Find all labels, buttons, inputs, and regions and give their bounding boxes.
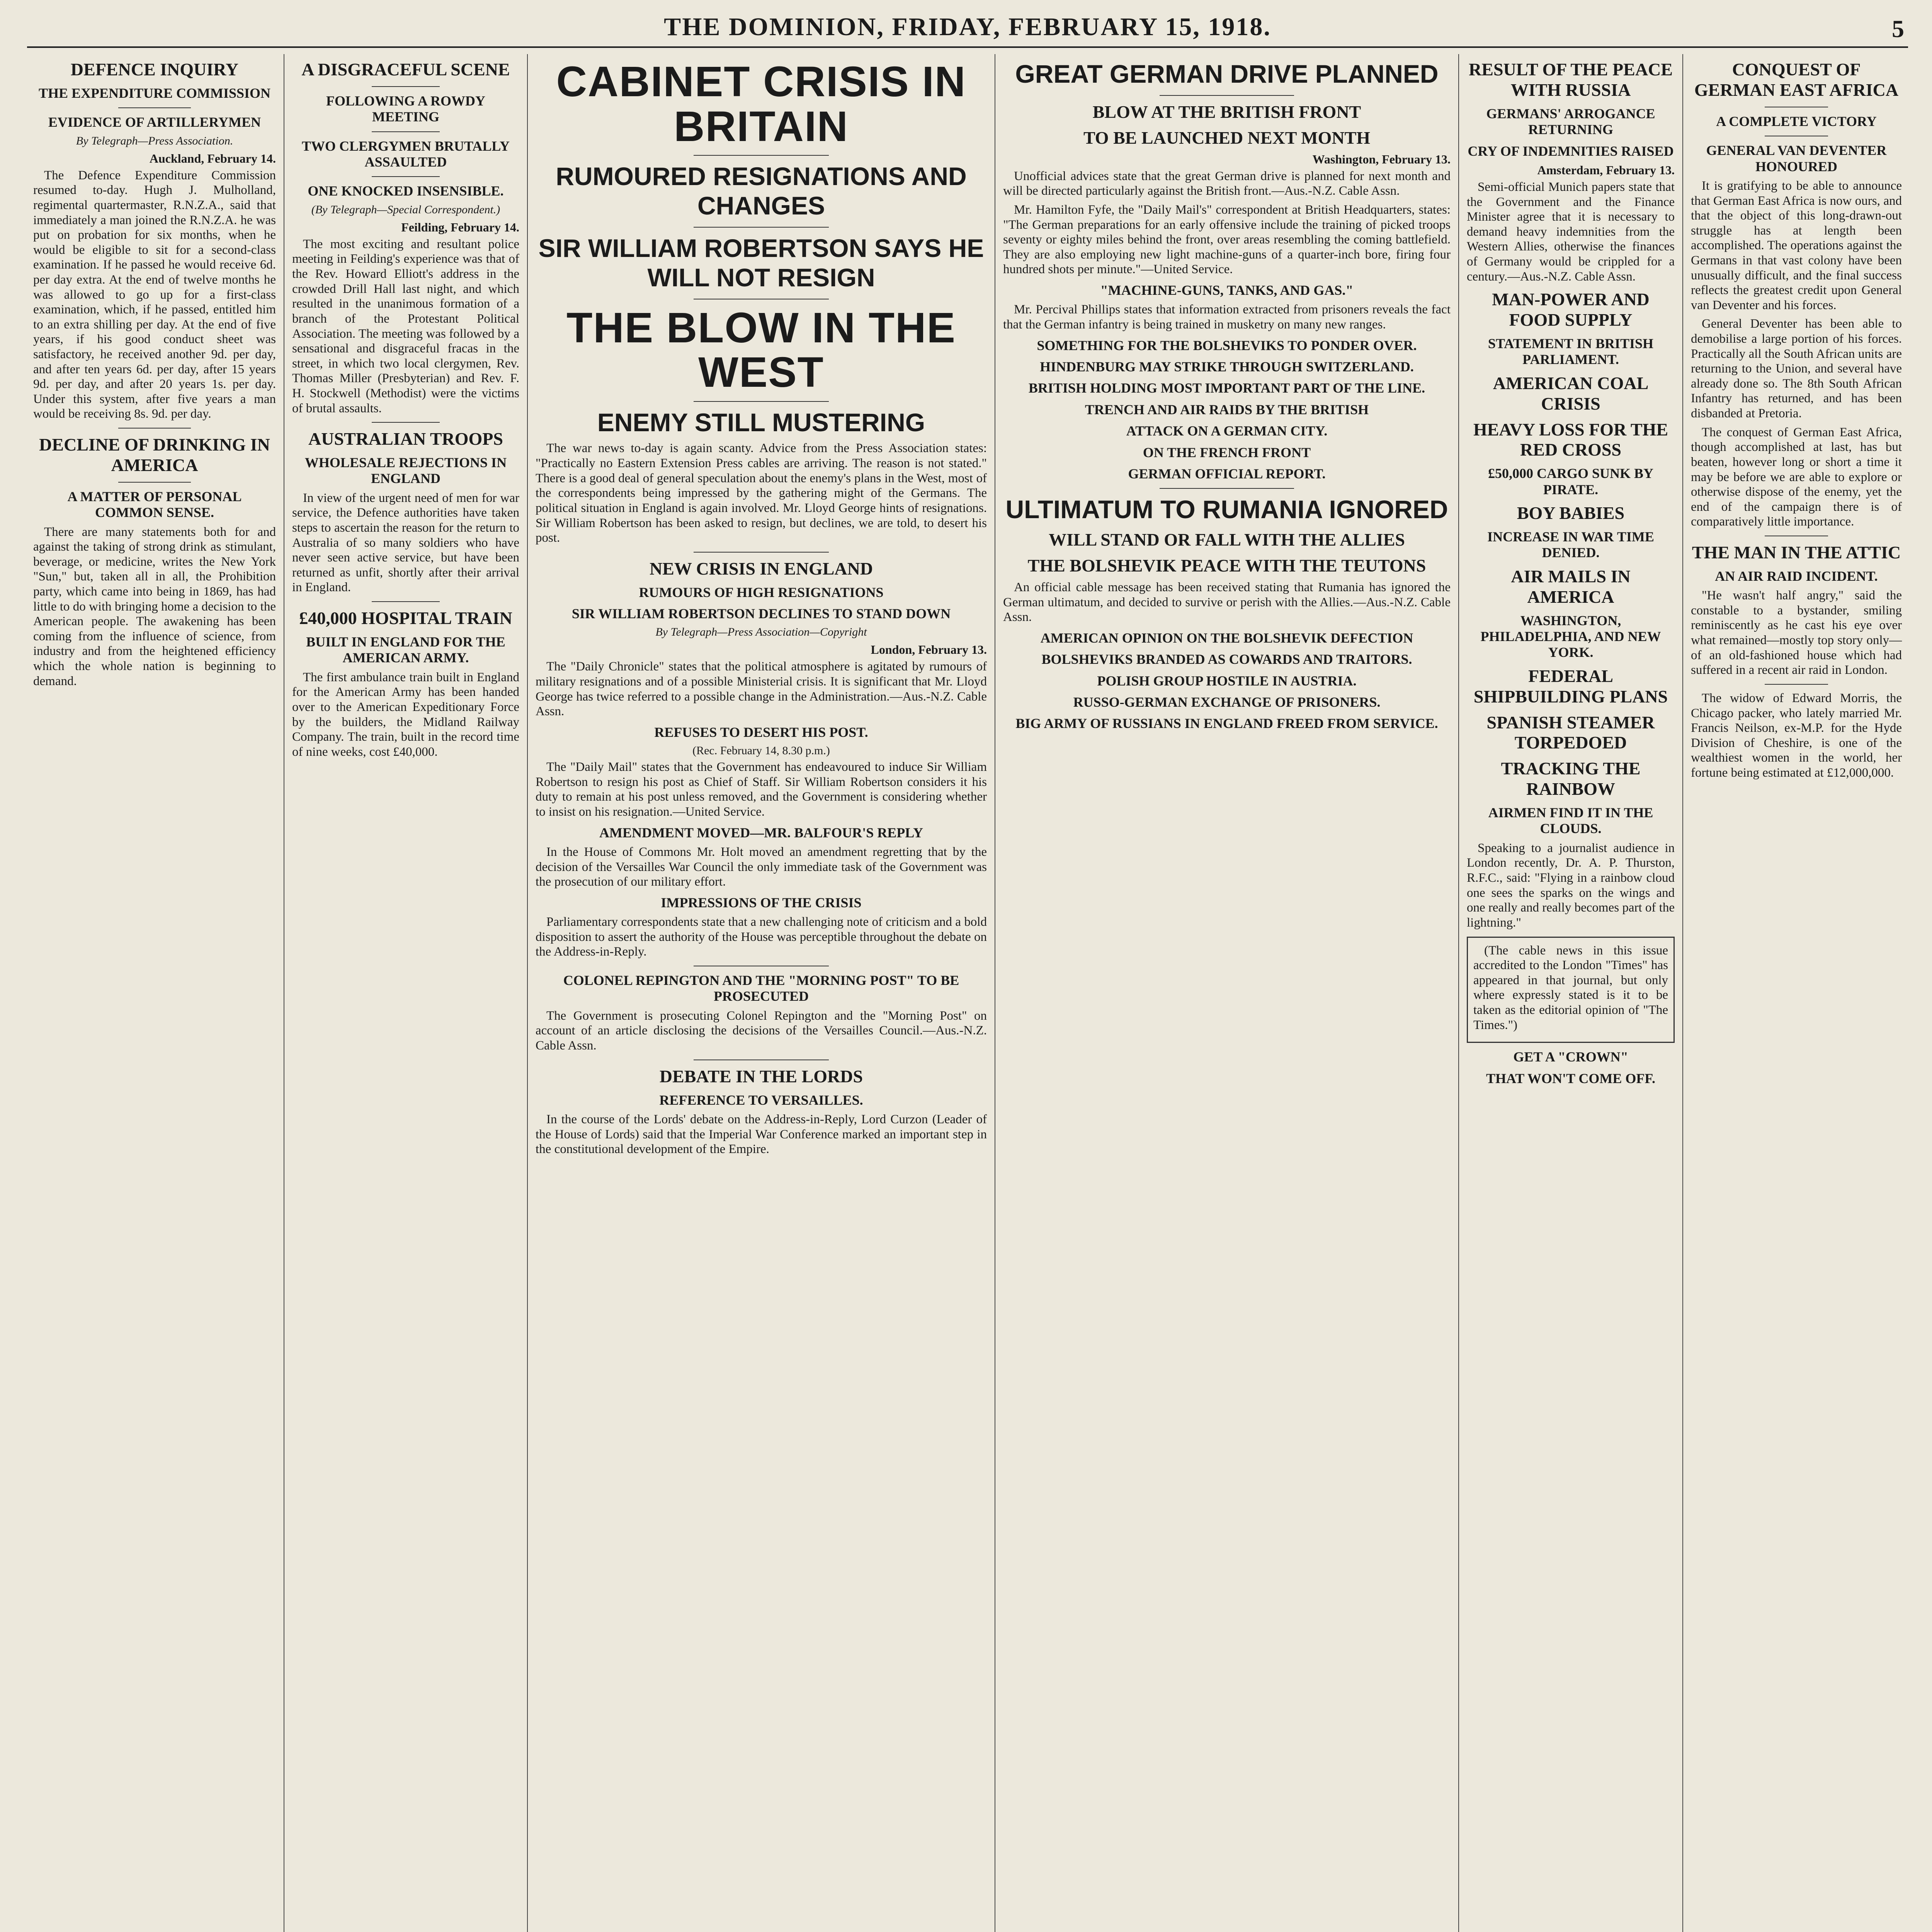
- headline: BOY BABIES: [1517, 503, 1625, 523]
- divider: [1160, 488, 1294, 489]
- headline: RESULT OF THE PEACE WITH RUSSIA: [1469, 60, 1673, 100]
- dateline: London, February 13.: [871, 643, 987, 657]
- subheadline: ON THE FRENCH FRONT: [1143, 444, 1311, 460]
- subheadline: BLOW AT THE BRITISH FRONT: [1092, 102, 1361, 122]
- article-text: Unofficial advices state that the great German drive is planned for next month and will be directed particularly against the British front.—Aus.-N.Z. Cable Assn.: [1003, 169, 1451, 198]
- article-text: It is gratifying to be able to announce that German East Africa is now ours, and that the object of this long-drawn-out struggle has at length been accomplished. The operations against the Germans in that vast colony have been unusually difficult, and the final success reflects the greatest credit upon General van Deventer and his forces.: [1691, 179, 1902, 312]
- dateline: Auckland, February 14.: [149, 151, 276, 165]
- divider: [372, 131, 440, 132]
- dateline: Feilding, February 14.: [401, 220, 519, 234]
- column-5: [1461, 54, 1681, 1932]
- column-1: [27, 54, 282, 1932]
- subheadline: HINDENBURG MAY STRIKE THROUGH SWITZERLAND.: [1040, 359, 1414, 374]
- article-text: The first ambulance train built in England for the American Army has been handed over to the American Expeditionary Force by the builders, the Midland Railway Company. The train, built in the record time of nine weeks, cost £40,000.: [292, 670, 519, 759]
- subheadline: THE BOLSHEVIK PEACE WITH THE TEUTONS: [1027, 556, 1426, 576]
- byline: By Telegraph—Press Association—Copyright: [655, 626, 867, 639]
- dateline: Washington, February 13.: [1312, 152, 1451, 166]
- divider: [118, 107, 191, 108]
- article-text: The conquest of German East Africa, though accomplished at last, has but beaten, however long or short a time it may be before we are able to explore or otherwise dispose of the enemy, yet the end of the campaign there is of comparatively little importance.: [1691, 425, 1902, 529]
- subheadline: £50,000 CARGO SUNK BY PIRATE.: [1488, 466, 1654, 497]
- subheadline: TWO CLERGYMEN BRUTALLY ASSAULTED: [301, 138, 510, 170]
- article-text: The Defence Expenditure Commission resumed to-day. Hugh J. Mulholland, regimental quartermaster, R.N.Z.A., said that immediately a man joined the R.N.Z.A. he was put on probation for six months, when he would be eligible to sit for a second-class examination. If he passed he would receive 6d. per day extra. At the end of twelve months he was allowed to go up for a first-class examination, which, if he passed, entitled him to an extra shilling per day. At the end of five years, if his good conduct sheet was satisfactory, he received another 9d. per day, and after ten years 6d. per day, after 15 years 9d. per day, and after 20 years 1s. per day. Under this system, after five years a man would be receiving 8s. 9d. per day.: [33, 168, 276, 421]
- subheadline: ATTACK ON A GERMAN CITY.: [1126, 423, 1328, 439]
- subheadline: IMPRESSIONS OF THE CRISIS: [661, 895, 862, 910]
- headline: SPANISH STEAMER TORPEDOED: [1486, 712, 1655, 753]
- subheadline: WASHINGTON, PHILADELPHIA, AND NEW YORK.: [1480, 612, 1661, 660]
- article-text: There are many statements both for and against the taking of strong drink as stimulant, beverage, or medicine, writes the New York "Sun," but, taken all in all, the Prohibition party, which came into being in 1869, has had little to do with bringing home a decision to the American people. The awakening has been coming from the influence of science, from industry and from the heightened efficiency which the whole nation is beginning to demand.: [33, 525, 276, 688]
- subheadline: BUILT IN ENGLAND FOR THE AMERICAN ARMY.: [306, 634, 505, 666]
- subheadline: ONE KNOCKED INSENSIBLE.: [308, 183, 504, 199]
- column-rule: [1682, 54, 1683, 1932]
- divider: [118, 428, 191, 429]
- headline: SIR WILLIAM ROBERTSON SAYS HE WILL NOT RESIGN: [538, 233, 984, 292]
- divider: [694, 552, 829, 553]
- subheadline: AIRMEN FIND IT IN THE CLOUDS.: [1488, 805, 1653, 837]
- headline: DECLINE OF DRINKING IN AMERICA: [39, 435, 270, 475]
- subheadline: CRY OF INDEMNITIES RAISED: [1468, 143, 1674, 159]
- headline: NEW CRISIS IN ENGLAND: [649, 558, 873, 578]
- divider: [372, 86, 440, 87]
- subheadline: GERMANS' ARROGANCE RETURNING: [1486, 105, 1655, 138]
- headline: MAN-POWER AND FOOD SUPPLY: [1492, 289, 1650, 330]
- headline: CONQUEST OF GERMAN EAST AFRICA: [1694, 60, 1899, 100]
- headline: DEBATE IN THE LORDS: [659, 1066, 863, 1086]
- headline: FEDERAL SHIPBUILDING PLANS: [1473, 666, 1668, 706]
- subheadline: A MATTER OF PERSONAL COMMON SENSE.: [67, 488, 242, 520]
- subheadline: WHOLESALE REJECTIONS IN ENGLAND: [304, 455, 507, 486]
- subheadline: TO BE LAUNCHED NEXT MONTH: [1083, 128, 1371, 148]
- article-text: An official cable message has been received stating that Rumania has ignored the German ultimatum, and decided to survive or perish with the Allies.—Aus.-N.Z. Cable Assn.: [1003, 580, 1451, 624]
- article-text: The "Daily Mail" states that the Government has endeavoured to induce Sir William Robertson to resign his post as Chief of Staff. Sir William Robertson considers it his duty to remain at his post unless removed, and the Government is considering whether to insist on his resignation.—United Service.: [536, 760, 987, 819]
- article-text: In the course of the Lords' debate on the Address-in-Reply, Lord Curzon (Leader of the House of Lords) said that the Imperial War Conference marked an important step in the constitutional development of the Empire.: [536, 1112, 987, 1156]
- subheadline: STATEMENT IN BRITISH PARLIAMENT.: [1488, 336, 1654, 367]
- subheadline: RUSSO-GERMAN EXCHANGE OF PRISONERS.: [1073, 694, 1381, 710]
- subheadline: SOMETHING FOR THE BOLSHEVIKS TO PONDER OVER.: [1037, 337, 1417, 353]
- article-text: The "Daily Chronicle" states that the political atmosphere is agitated by rumours of military resignations and of a possible Ministerial crisis. It is significant that Mr. Lloyd George has twice referred to a possible change in the Administration.—Aus.-N.Z. Cable Assn.: [536, 660, 987, 719]
- byline: By Telegraph—Press Association.: [76, 134, 233, 147]
- article-text: Speaking to a journalist audience in London recently, Dr. A. P. Thurston, R.F.C., said: "Flying in a rainbow cloud one sees the sparks on the wings and one really and really becomes part of the lightning.": [1467, 841, 1675, 930]
- article-text: The most exciting and resultant police meeting in Feilding's experience was that of the Rev. Howard Elliott's address in the crowded Drill Hall last night, and which resulted in the unanimous formation of a branch of the Protestant Political Association. The meeting was followed by a sensational and disgraceful fracas in the street, in which two local clergymen, Rev. Thomas Miller (Presbyterian) and Rev. F. H. Stockwell (Methodist) were the victims of brutal assaults.: [292, 237, 519, 415]
- subheadline: AMERICAN OPINION ON THE BOLSHEVIK DEFECTION: [1040, 630, 1413, 646]
- divider: [1160, 95, 1294, 96]
- column-2: [286, 54, 526, 1932]
- article-text: In view of the urgent need of men for war service, the Defence authorities have taken steps to ascertain the reason for the return to Australia of so many soldiers who have never seen active service, but have been returned as unfit, shortly after their arrival in England.: [292, 491, 519, 595]
- divider: [1765, 684, 1828, 685]
- divider: [694, 227, 829, 228]
- article-text: Mr. Percival Phillips states that information extracted from prisoners reveals the fact that the German infantry is being trained in musketry on many new ranges.: [1003, 303, 1451, 332]
- subheadline: GERMAN OFFICIAL REPORT.: [1128, 466, 1326, 481]
- headline: A DISGRACEFUL SCENE: [301, 60, 510, 79]
- headline: AMERICAN COAL CRISIS: [1493, 373, 1649, 413]
- headline: THE BLOW IN THE WEST: [566, 304, 956, 396]
- subheadline: REFUSES TO DESERT HIS POST.: [654, 724, 868, 740]
- subheadline: WILL STAND OR FALL WITH THE ALLIES: [1048, 530, 1405, 550]
- headline: HEAVY LOSS FOR THE RED CROSS: [1473, 419, 1668, 460]
- subheadline: RUMOURS OF HIGH RESIGNATIONS: [639, 584, 884, 600]
- divider: [372, 176, 440, 177]
- article-text: Semi-official Munich papers state that the Government and the Finance Minister agree that it is necessary to demand heavy indemnities from the Western Allies, otherwise the finances of Germany would be crippled for a century.—Aus.-N.Z. Cable Assn.: [1467, 180, 1675, 284]
- headline: ULTIMATUM TO RUMANIA IGNORED: [1005, 495, 1448, 524]
- column-4: [997, 54, 1457, 1932]
- subheadline: INCREASE IN WAR TIME DENIED.: [1487, 529, 1654, 561]
- subheadline: AMENDMENT MOVED—MR. BALFOUR'S REPLY: [599, 825, 923, 840]
- headline: RUMOURED RESIGNATIONS AND CHANGES: [556, 162, 967, 220]
- editorial-note-box: [1467, 937, 1675, 1043]
- subheadline: BIG ARMY OF RUSSIANS IN ENGLAND FREED FROM SERVICE.: [1015, 716, 1438, 731]
- headline: GREAT GERMAN DRIVE PLANNED: [1015, 60, 1439, 88]
- subheadline: THE EXPENDITURE COMMISSION: [38, 85, 271, 101]
- headline: £40,000 HOSPITAL TRAIN: [299, 608, 512, 628]
- subheadline: EVIDENCE OF ARTILLERYMEN: [48, 114, 261, 130]
- article-text: General Deventer has been able to demobilise a large portion of his forces. Practically all the South African units are returning to the Union, and several have already done so. The 8th South African Infantry has returned, and has been disbanded at Pretoria.: [1691, 317, 1902, 421]
- byline: (By Telegraph—Special Correspondent.): [311, 203, 500, 216]
- subheadline: REFERENCE TO VERSAILLES.: [659, 1092, 863, 1108]
- subheadline: SIR WILLIAM ROBERTSON DECLINES TO STAND DOWN: [571, 606, 951, 621]
- headline: AUSTRALIAN TROOPS: [308, 429, 503, 449]
- subheadline: BOLSHEVIKS BRANDED AS COWARDS AND TRAITORS.: [1041, 651, 1412, 667]
- subheadline: "MACHINE-GUNS, TANKS, AND GAS.": [1100, 282, 1354, 298]
- article-text: The Government is prosecuting Colonel Repington and the "Morning Post" on account of an article disclosing the decisions of the Versailles Council.—Aus.-N.Z. Cable Assn.: [536, 1009, 987, 1053]
- article-text: Mr. Hamilton Fyfe, the "Daily Mail's" correspondent at British Headquarters, states: "The German preparations for an early offensive include the training of picked troops seventy or eighty miles behind the front, over areas resembling the coming battlefield. They are also employing new light machine-guns of a quarter-inch bore, firing four hundred shots per minute."—United Service.: [1003, 202, 1451, 277]
- received-note: (Rec. February 14, 8.30 p.m.): [692, 744, 830, 757]
- subheadline: AN AIR RAID INCIDENT.: [1715, 568, 1878, 584]
- divider: [372, 422, 440, 423]
- editorial-note: (The cable news in this issue accredited to the London "Times" has appeared in that journal, but only where expressly stated is it to be taken as the editorial opinion of "The Times."): [1473, 943, 1668, 1032]
- column-rule: [1458, 54, 1459, 1932]
- subheadline: GET A "CROWN": [1513, 1049, 1628, 1065]
- subheadline: POLISH GROUP HOSTILE IN AUSTRIA.: [1097, 673, 1357, 689]
- divider: [118, 482, 191, 483]
- article-text: "He wasn't half angry," said the constable to a bystander, smiling reminiscently as he cast his eye over what remained—mostly top story only—of an old-fashioned house which had suffered in a recent air raid in London.: [1691, 588, 1902, 677]
- subheadline: COLONEL REPINGTON AND THE "MORNING POST" TO BE PROSECUTED: [563, 973, 959, 1004]
- divider: [372, 601, 440, 602]
- column-3: [529, 54, 993, 1932]
- subheadline: GENERAL VAN DEVENTER HONOURED: [1706, 143, 1887, 174]
- subheadline: FOLLOWING A ROWDY MEETING: [326, 93, 486, 125]
- headline: THE MAN IN THE ATTIC: [1692, 542, 1901, 562]
- column-rule: [527, 54, 528, 1932]
- article-text: In the House of Commons Mr. Holt moved an amendment regretting that by the decision of the Versailles War Council the only immediate task of the Government was the prosecution of our military effort.: [536, 845, 987, 889]
- article-text: Parliamentary correspondents state that a new challenging note of criticism and a bold disposition to assert the authority of the House was perceptible throughout the debate on the Address-in-Reply.: [536, 915, 987, 959]
- column-6: [1685, 54, 1908, 1932]
- page-number: 5: [1892, 15, 1904, 43]
- headline: DEFENCE INQUIRY: [70, 60, 239, 79]
- lead-headline: CABINET CRISIS IN BRITAIN: [556, 58, 966, 150]
- subheadline: BRITISH HOLDING MOST IMPORTANT PART OF THE LINE.: [1028, 380, 1425, 396]
- dateline: Amsterdam, February 13.: [1537, 163, 1675, 177]
- headline: AIR MAILS IN AMERICA: [1511, 566, 1631, 607]
- masthead: [27, 8, 1908, 48]
- newspaper-title: THE DOMINION, FRIDAY, FEBRUARY 15, 1918.: [664, 13, 1271, 41]
- headline: ENEMY STILL MUSTERING: [597, 408, 925, 437]
- article-text: The widow of Edward Morris, the Chicago packer, who lately married Mr. Francis Neilson, ex-M.P. for the Hyde Division of Cheshire, is one of the wealthiest women in the world, her fortune being estimated at £12,000,000.: [1691, 691, 1902, 780]
- article-text: The war news to-day is again scanty. Advice from the Press Association states: "Practically no Eastern Extension Press cables are arriving. The reason is not stated." There is a good deal of general speculation about the enemy's plans in the West, most of the correspondents being impressed by the gathering might of the Germans. The political situation in England is again involved. Mr. Lloyd George hints of resignations. Sir William Robertson has been asked to resign, but declines, we are told, to desert his post.: [536, 441, 987, 545]
- divider: [694, 401, 829, 402]
- subheadline: THAT WON'T COME OFF.: [1486, 1070, 1656, 1086]
- divider: [694, 155, 829, 156]
- subheadline: TRENCH AND AIR RAIDS BY THE BRITISH: [1085, 401, 1369, 417]
- subheadline: A COMPLETE VICTORY: [1716, 113, 1877, 129]
- headline: TRACKING THE RAINBOW: [1501, 759, 1641, 799]
